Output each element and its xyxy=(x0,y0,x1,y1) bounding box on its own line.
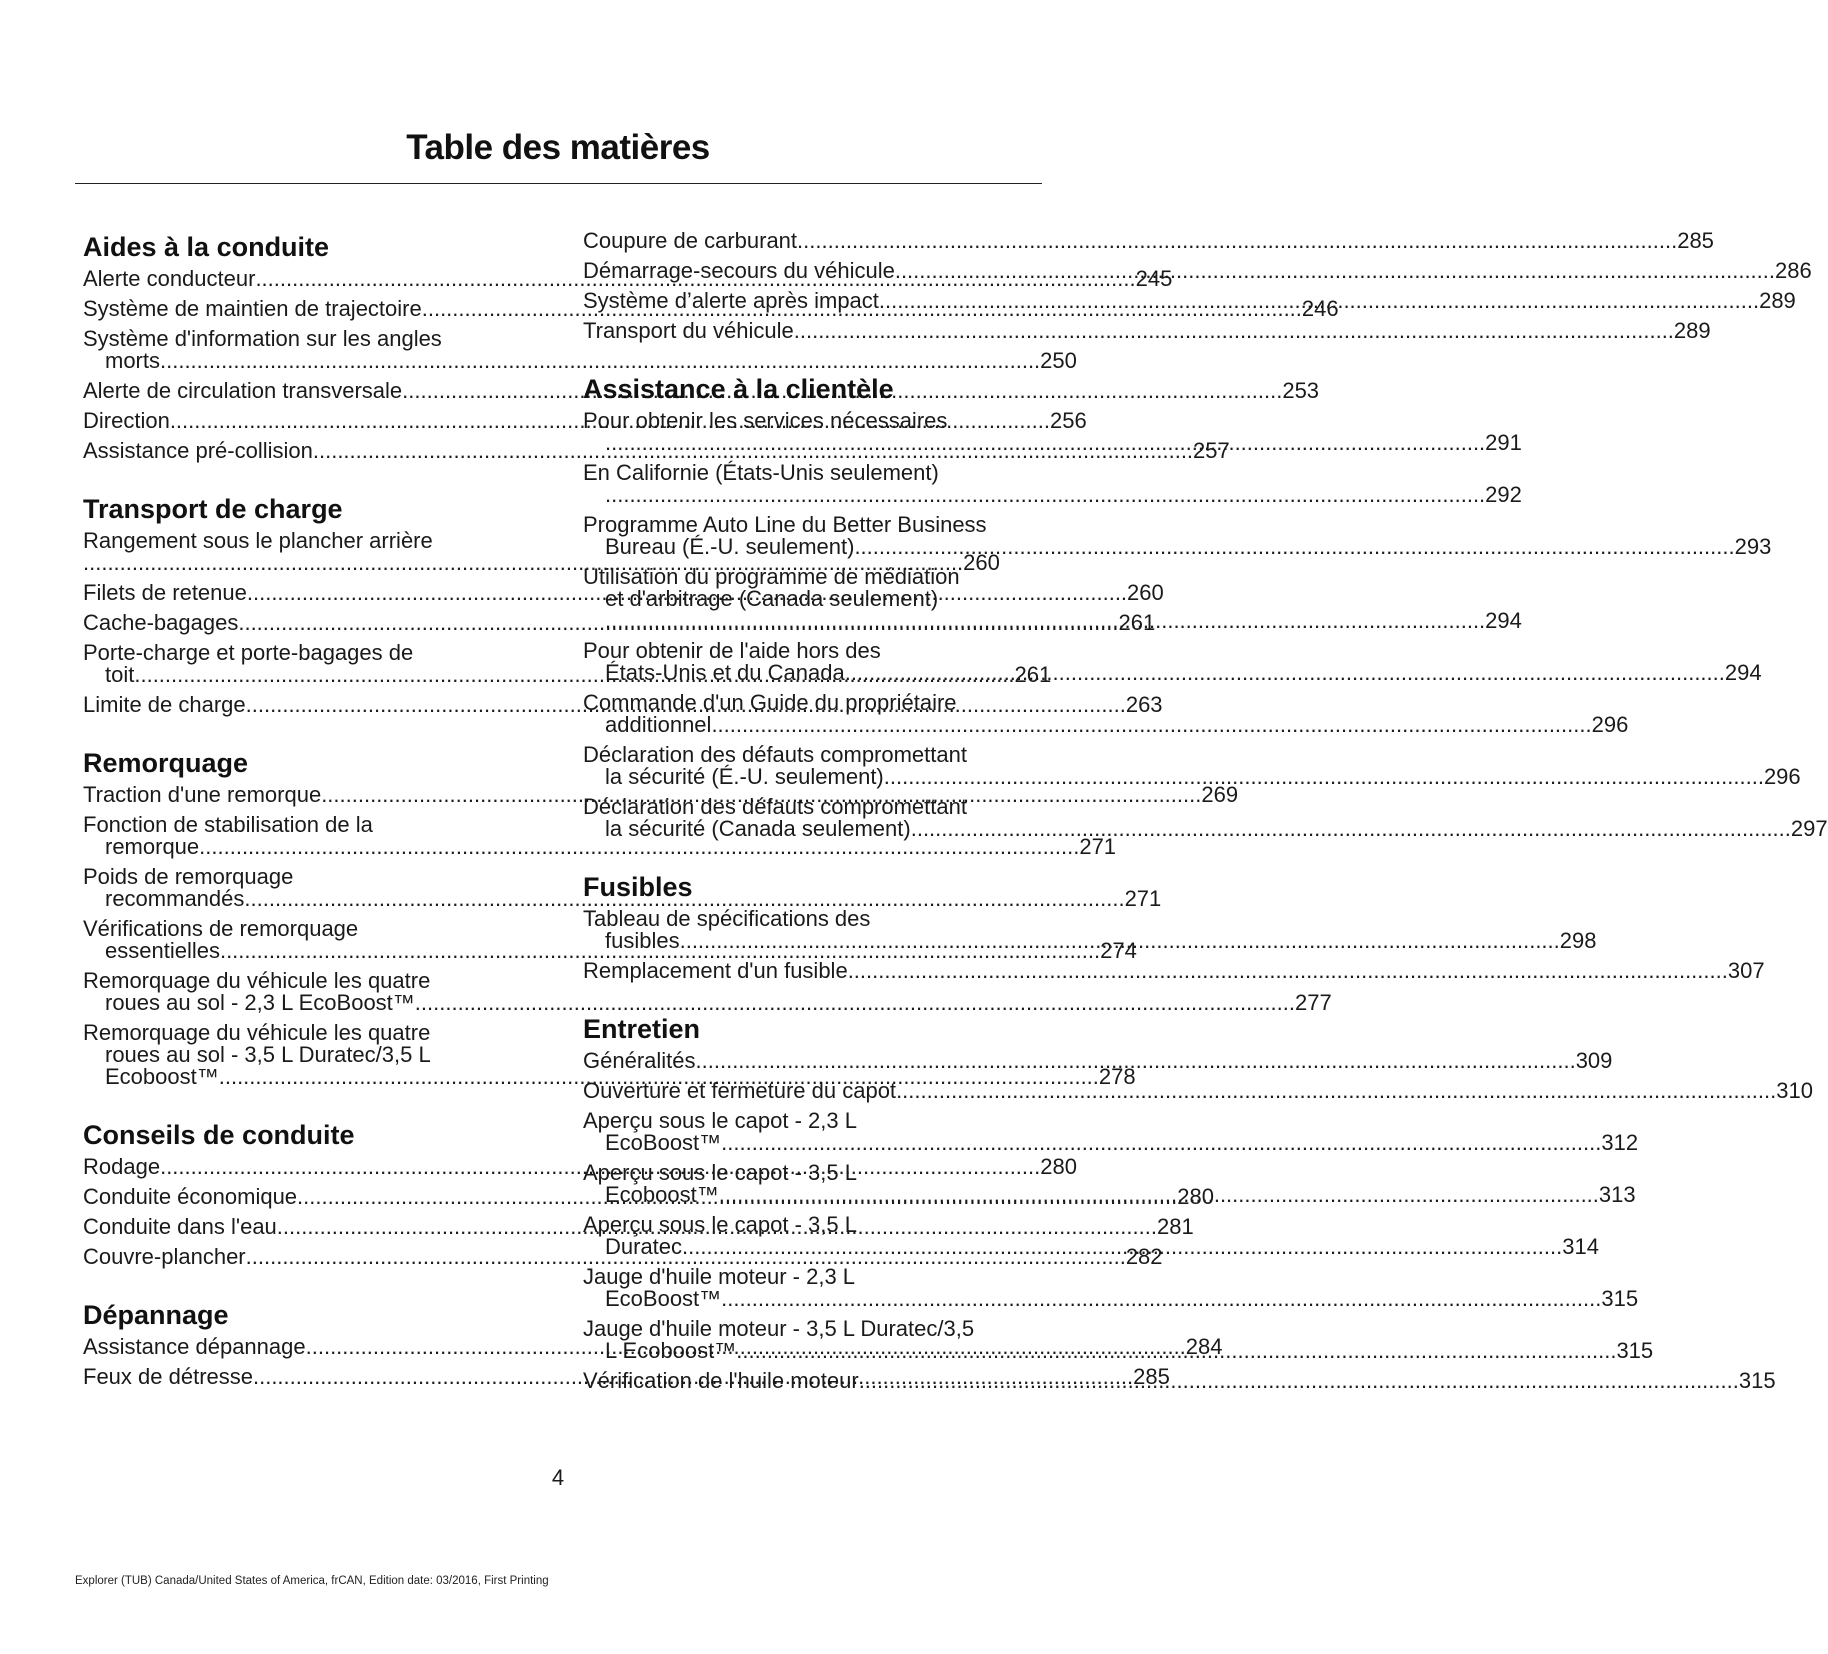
toc-page-number: 298 xyxy=(1559,928,1597,953)
toc-entry[interactable] xyxy=(583,1108,1639,1155)
toc-entry-label: Conduite dans l'eau xyxy=(83,1214,277,1239)
toc-page-number: 294 xyxy=(1485,608,1522,633)
toc-entry-text: Déclaration des défauts compromettant xyxy=(583,794,967,819)
toc-page-number: 274 xyxy=(1100,938,1137,963)
toc-entry-text: Déclaration des défauts compromettant xyxy=(583,742,967,767)
toc-entry-label: Direction xyxy=(83,408,170,433)
toc-entry-text: Rangement sous le plancher arrière xyxy=(83,528,433,553)
dot-leader xyxy=(859,1370,1739,1392)
dot-leader xyxy=(680,930,1560,952)
toc-page-number: 278 xyxy=(1098,1064,1136,1089)
toc-entry-text: Vérifications de remorquage xyxy=(83,916,359,941)
toc-entry-text: Aperçu sous le capot - 3,5 L xyxy=(583,1160,857,1185)
toc-entry[interactable] xyxy=(583,1048,1613,1073)
toc-entry-label: Alerte conducteur xyxy=(83,266,256,291)
dot-leader xyxy=(848,960,1728,982)
toc-entry-label: Alerte de circulation transversale xyxy=(83,378,403,403)
toc-entry-label: recommandés xyxy=(105,886,245,911)
toc-page-number: 263 xyxy=(1125,692,1163,717)
toc-entry-label: Assistance dépannage xyxy=(83,1334,306,1359)
section-title: Remorquage xyxy=(83,748,249,778)
footer-edition-info: Explorer (TUB) Canada/United States of America, frCAN, Edition date: 03/2016, First Printing xyxy=(75,1575,549,1587)
toc-entry[interactable] xyxy=(583,1264,1639,1311)
toc-entry-label: Ecoboost™ xyxy=(105,1064,219,1089)
dot-leader xyxy=(736,1340,1616,1362)
toc-entry-text: Commande d'un Guide du propriétaire xyxy=(583,690,957,715)
toc-entry-text: Programme Auto Line du Better Business xyxy=(583,512,987,537)
toc-page-number: 261 xyxy=(1118,610,1156,635)
toc-entry-label: Coupure de carburant xyxy=(583,228,798,253)
toc-page-number: 281 xyxy=(1156,1214,1194,1239)
dot-leader xyxy=(682,1236,1562,1258)
toc-entry-label: Système de maintien de trajectoire xyxy=(83,296,422,321)
toc-entry[interactable] xyxy=(583,460,1522,507)
toc-page-number: 292 xyxy=(1485,482,1522,507)
toc-entry-label: toit xyxy=(105,662,135,687)
toc-entry-text: et d'arbitrage (Canada seulement) xyxy=(605,586,939,611)
toc-entry-label: Vérification de l'huile moteur xyxy=(583,1368,859,1393)
section-title: Conseils de conduite xyxy=(83,1120,355,1150)
dot-leader xyxy=(854,536,1734,558)
toc-page-number: 280 xyxy=(1040,1154,1077,1179)
toc-entry-label: Transport du véhicule xyxy=(583,318,794,343)
dot-leader xyxy=(884,766,1764,788)
toc-page-number: 285 xyxy=(1677,228,1714,253)
toc-page-number: 269 xyxy=(1201,782,1239,807)
toc-page-number: 280 xyxy=(1177,1184,1214,1209)
dot-leader xyxy=(719,1184,1599,1209)
toc-entry-text: Utilisation du programme de médiation xyxy=(583,564,960,589)
toc-entry-label: Remplacement d'un fusible xyxy=(583,958,848,983)
dot-leader xyxy=(696,1050,1576,1072)
page-title: Table des matières xyxy=(406,128,710,167)
toc-entry-label: fusibles xyxy=(605,928,680,953)
toc-entry[interactable] xyxy=(583,1078,1813,1103)
toc-page-number: 260 xyxy=(1127,580,1164,605)
section-title: Entretien xyxy=(583,1014,701,1044)
toc-entry-label: Assistance pré-collision xyxy=(83,438,313,463)
toc-page-number: 289 xyxy=(1673,318,1711,343)
toc-page-number: 284 xyxy=(1185,1334,1223,1359)
toc-entry-label: roues au sol - 2,3 L EcoBoost™ xyxy=(105,990,415,1015)
dot-leader xyxy=(895,260,1775,282)
toc-entry-text: Tableau de spécifications des xyxy=(583,906,871,931)
toc-entry[interactable] xyxy=(83,610,1156,635)
toc-entry[interactable] xyxy=(583,742,1801,789)
toc-page-number: 291 xyxy=(1485,430,1522,455)
toc-entry-label: la sécurité (É.-U. seulement) xyxy=(605,764,884,789)
toc-entry-label: États-Unis et du Canada xyxy=(605,660,845,685)
dot-leader xyxy=(721,1132,1601,1154)
section-title: Dépannage xyxy=(83,1300,229,1330)
toc-page-number: 261 xyxy=(1014,662,1052,687)
toc-entry-label: EcoBoost™ xyxy=(605,1130,722,1155)
toc-entry-label: Feux de détresse xyxy=(83,1364,253,1389)
toc-entry-label: Généralités xyxy=(583,1048,696,1073)
section-title: Aides à la conduite xyxy=(83,232,330,262)
toc-page-number: 250 xyxy=(1040,348,1077,373)
toc-page-number: 296 xyxy=(1591,712,1629,737)
toc-entry-text: Fonction de stabilisation de la xyxy=(83,812,373,837)
dot-leader xyxy=(911,818,1791,840)
toc-entry-label: Rodage xyxy=(83,1154,161,1179)
toc-entry-text: Porte-charge et porte-bagages de xyxy=(83,640,414,665)
toc-page-number: 246 xyxy=(1301,296,1339,321)
dot-leader xyxy=(797,230,1677,252)
toc-page-number: 289 xyxy=(1759,288,1796,313)
toc-entry-text: En Californie (États-Unis seulement) xyxy=(583,460,939,485)
toc-page-number: 307 xyxy=(1727,958,1765,983)
toc-entry[interactable] xyxy=(583,228,1714,253)
toc-entry-label: essentielles xyxy=(105,938,220,963)
dot-leader xyxy=(605,610,1485,635)
toc-page-number: 257 xyxy=(1193,438,1230,463)
toc-entry-text: Remorquage du véhicule les quatre xyxy=(83,968,431,993)
toc-entry-label: Limite de charge xyxy=(83,692,246,717)
toc-entry-label: remorque xyxy=(105,834,200,859)
toc-page-number: 285 xyxy=(1133,1364,1170,1389)
toc-page-number: 312 xyxy=(1601,1130,1639,1155)
toc-page-number: 315 xyxy=(1601,1286,1639,1311)
toc-entry-text: Jauge d'huile moteur - 2,3 L xyxy=(583,1264,856,1289)
toc-page-number: 282 xyxy=(1125,1244,1163,1269)
toc-entry-label: Ecoboost™ xyxy=(605,1182,719,1207)
toc-page-number: 253 xyxy=(1282,378,1320,403)
toc-entry-label: morts xyxy=(105,348,160,373)
toc-entry-text: Pour obtenir les services nécessaires xyxy=(583,408,948,433)
toc-entry-label: Bureau (É.-U. seulement) xyxy=(605,534,855,559)
toc-entry-text: Jauge d'huile moteur - 3,5 L Duratec/3,5 xyxy=(583,1316,975,1341)
toc-entry-label: Ouverture et fermeture du capot xyxy=(583,1078,897,1103)
toc-page-number: 310 xyxy=(1776,1078,1813,1103)
toc-page-number: 314 xyxy=(1562,1234,1599,1259)
toc-entry-text: Remorquage du véhicule les quatre xyxy=(83,1020,431,1045)
dot-leader xyxy=(721,1288,1601,1310)
toc-page-number: 245 xyxy=(1135,266,1173,291)
toc-page-number: 315 xyxy=(1738,1368,1776,1393)
toc-entry-label: Duratec xyxy=(605,1234,683,1259)
dot-leader xyxy=(845,662,1725,687)
toc-entry-text: Aperçu sous le capot - 3,5 L xyxy=(583,1212,857,1237)
toc-page-number: 297 xyxy=(1790,816,1828,841)
dot-leader xyxy=(605,484,1485,506)
toc-entry-label: la sécurité (Canada seulement) xyxy=(605,816,911,841)
dot-leader xyxy=(879,290,1759,312)
toc-entry-label: Système d’alerte après impact xyxy=(583,288,879,313)
section-title: Transport de charge xyxy=(83,494,343,524)
toc-page-number: 313 xyxy=(1598,1182,1636,1207)
dot-leader xyxy=(605,432,1485,454)
section-title: Assistance à la clientèle xyxy=(583,374,894,404)
toc-entry[interactable] xyxy=(83,438,1230,463)
dot-leader xyxy=(896,1080,1776,1102)
toc-page-number: 277 xyxy=(1294,990,1332,1015)
toc-entry-label: Filets de retenue xyxy=(83,580,247,605)
toc-entry[interactable] xyxy=(583,958,1765,983)
toc-page-number: 293 xyxy=(1734,534,1772,559)
toc-entry-text: roues au sol - 3,5 L Duratec/3,5 L xyxy=(105,1042,431,1067)
toc-entry-label: Démarrage-secours du véhicule xyxy=(583,258,895,283)
toc-page-number: 309 xyxy=(1575,1048,1613,1073)
section-title: Fusibles xyxy=(583,872,693,902)
toc-entry-label: additionnel xyxy=(605,712,712,737)
toc-entry-label: Traction d'une remorque xyxy=(83,782,322,807)
page-number: 4 xyxy=(551,1465,565,1490)
toc-page-number: 256 xyxy=(1049,408,1087,433)
toc-page-number: 315 xyxy=(1616,1338,1654,1363)
toc-entry-label: L Ecoboost™ xyxy=(605,1338,737,1363)
toc-entry-label: EcoBoost™ xyxy=(605,1286,722,1311)
toc-entry-label: Couvre-plancher xyxy=(83,1244,246,1269)
toc-entry-label: Conduite économique xyxy=(83,1184,298,1209)
toc-page-number: 271 xyxy=(1079,834,1117,859)
toc-page-number: 294 xyxy=(1724,660,1762,685)
toc-entry-text: Aperçu sous le capot - 2,3 L xyxy=(583,1108,857,1133)
title-divider xyxy=(75,183,1042,184)
toc-entry-text: Système d'information sur les angles xyxy=(83,326,442,351)
toc-entry-text: Poids de remorquage xyxy=(83,864,294,889)
toc-entry[interactable] xyxy=(583,512,1772,559)
dot-leader xyxy=(794,320,1674,342)
toc-page-number: 271 xyxy=(1124,886,1162,911)
toc-page-number: 296 xyxy=(1763,764,1801,789)
toc-entry-label: Cache-bagages xyxy=(83,610,239,635)
toc-entry[interactable] xyxy=(583,318,1711,343)
toc-entry-text: Pour obtenir de l'aide hors des xyxy=(583,638,881,663)
dot-leader xyxy=(711,714,1591,736)
toc-page-number: 260 xyxy=(963,550,1000,575)
toc-page-number: 286 xyxy=(1775,258,1812,283)
